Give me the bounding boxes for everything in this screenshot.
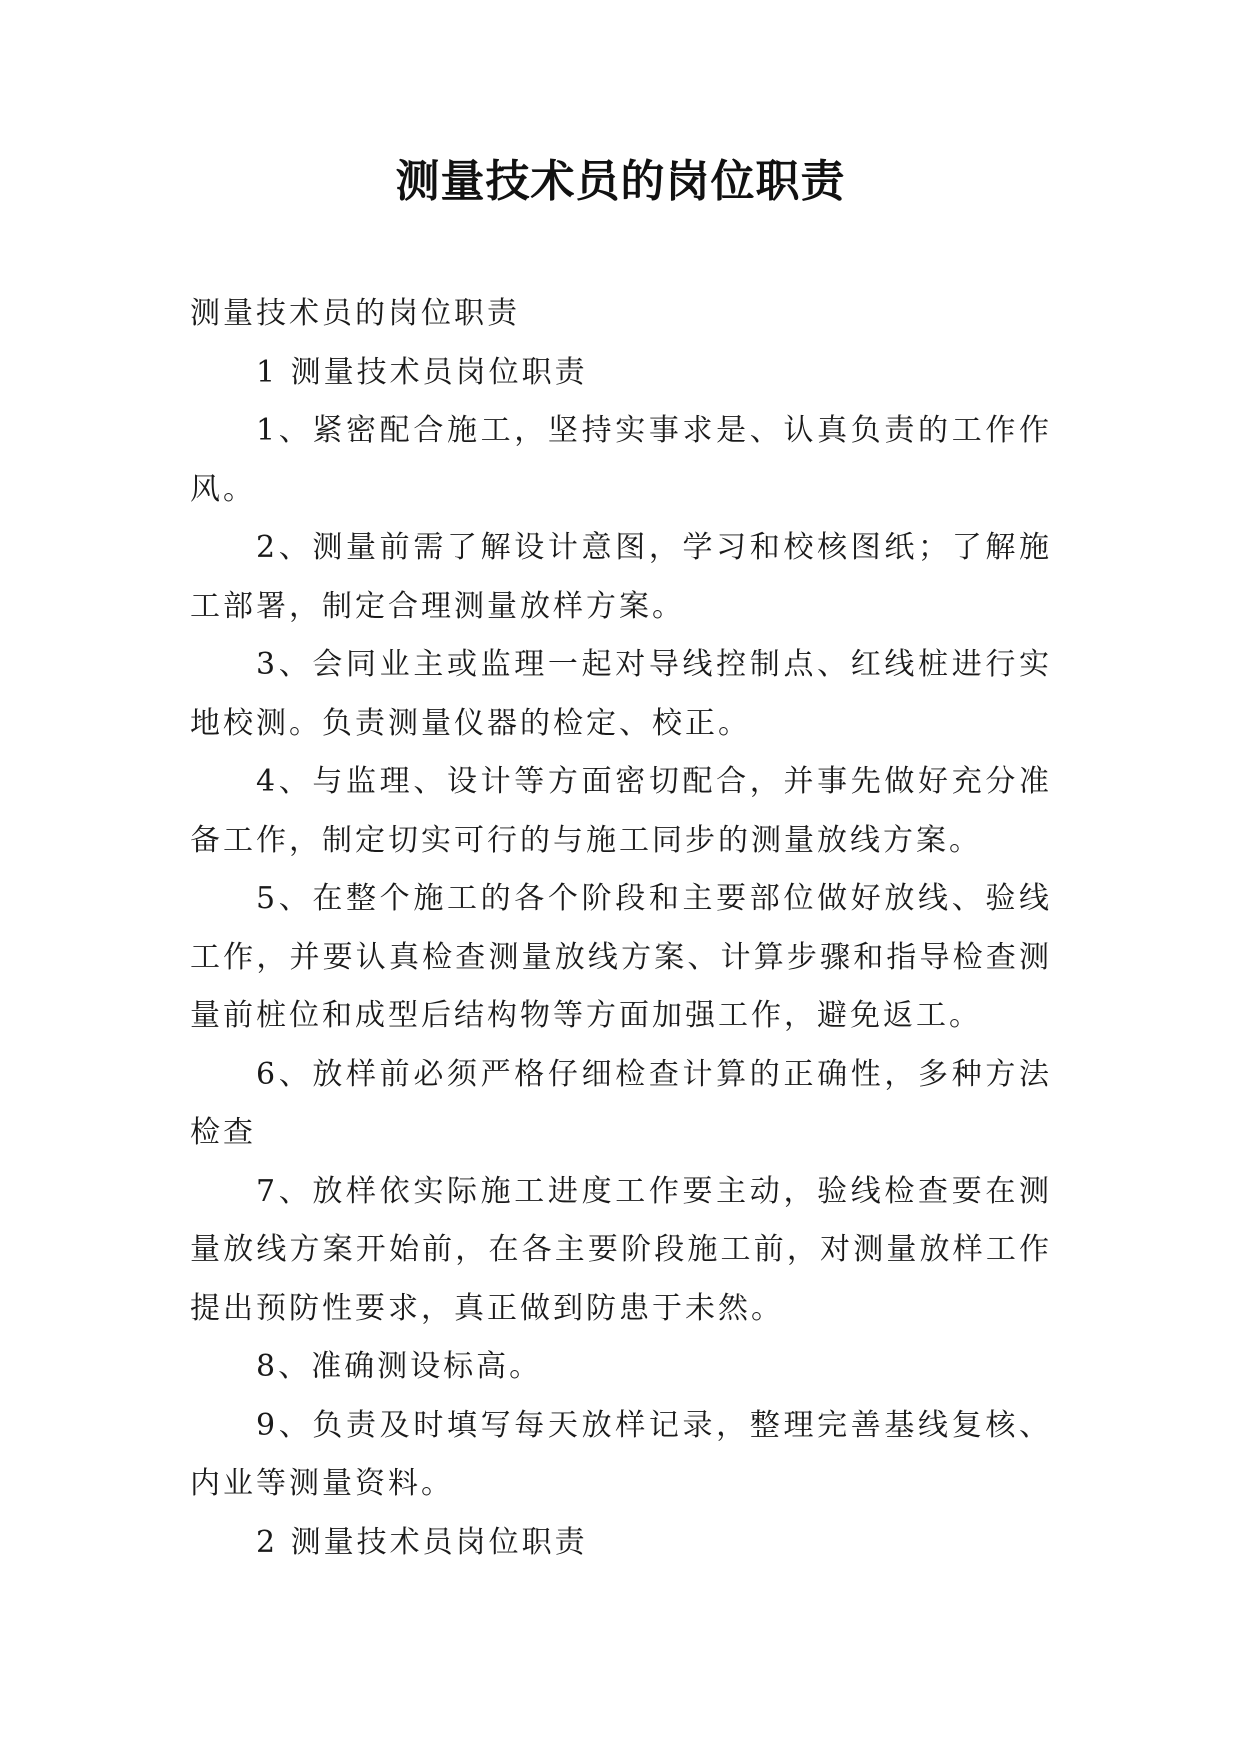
section-heading-1: 1 测量技术员岗位职责	[256, 354, 588, 390]
duty-item-6: 6、放样前必须严格仔细检查计算的正确性，多种方法检查	[190, 1056, 1052, 1150]
document-body	[190, 285, 1052, 1572]
duty-item-3: 3、会同业主或监理一起对导线控制点、红线桩进行实地校测。负责测量仪器的检定、校正。	[190, 647, 1052, 741]
duty-item-9: 9、负责及时填写每天放样记录，整理完善基线复核、内业等测量资料。	[190, 1407, 1052, 1501]
duty-item-2: 2、测量前需了解设计意图，学习和校核图纸；了解施工部署，制定合理测量放样方案。	[190, 530, 1052, 624]
document-subtitle: 测量技术员的岗位职责	[190, 296, 520, 331]
section-heading-2: 2 测量技术员岗位职责	[256, 1524, 588, 1560]
duty-item-5: 5、在整个施工的各个阶段和主要部位做好放线、验线工作，并要认真检查测量放线方案、计算步骤和指导检查测量前桩位和成型后结构物等方面加强工作，避免返工。	[190, 881, 1052, 1033]
document-title: 测量技术员的岗位职责	[395, 156, 846, 207]
duty-item-8: 8、准确测设标高。	[256, 1349, 543, 1384]
duty-item-1: 1、紧密配合施工，坚持实事求是、认真负责的工作作风。	[190, 413, 1052, 507]
duty-item-7: 7、放样依实际施工进度工作要主动，验线检查要在测量放线方案开始前，在各主要阶段施工前，对测量放样工作提出预防性要求，真正做到防患于未然。	[190, 1173, 1052, 1326]
duty-item-4: 4、与监理、设计等方面密切配合，并事先做好充分准备工作，制定切实可行的与施工同步的测量放线方案。	[190, 764, 1052, 858]
